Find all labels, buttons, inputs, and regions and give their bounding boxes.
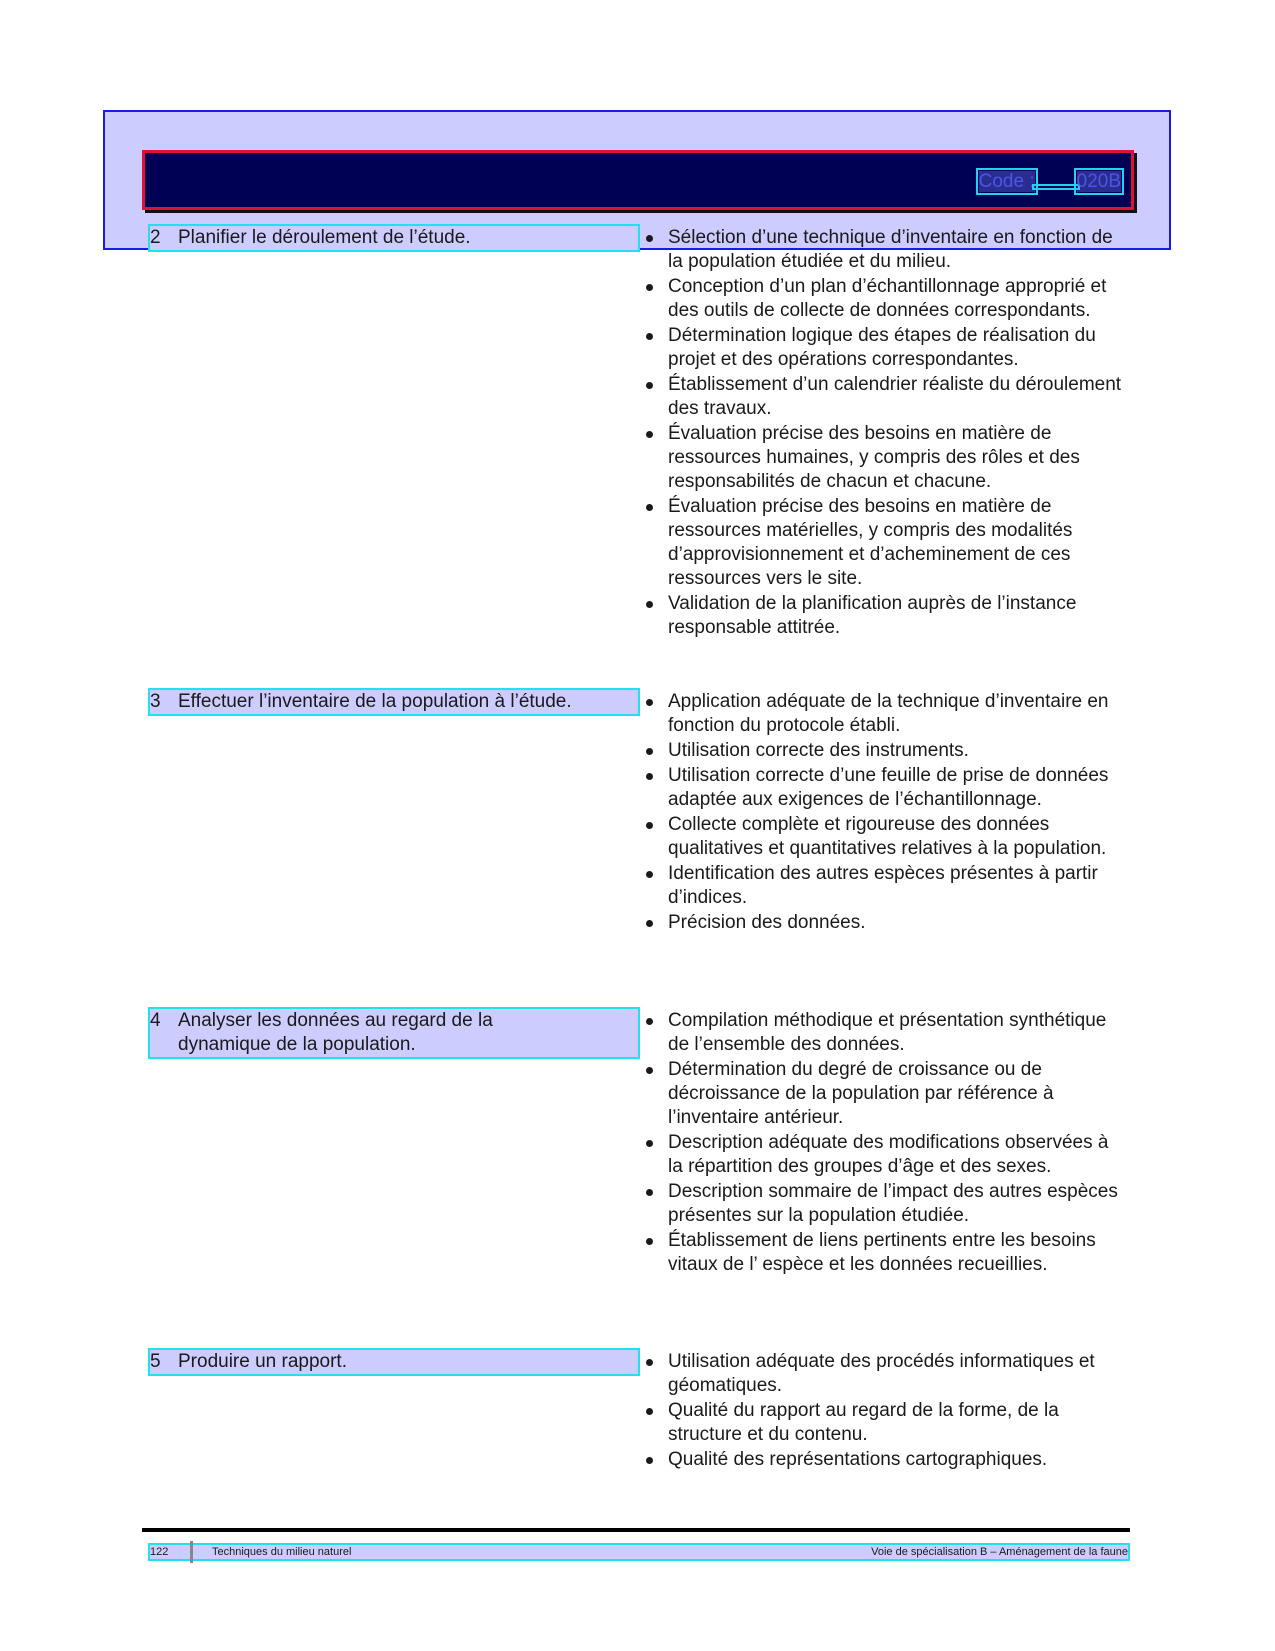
criterion-item: Description adéquate des modifications observées à la répartition des groupes d’âge et des sexes.	[646, 1131, 1126, 1179]
criterion-item: Validation de la planification auprès de l’instance responsable attitrée.	[646, 592, 1126, 640]
step-number: 5	[150, 1351, 161, 1372]
page-number: 122	[150, 1546, 169, 1558]
criterion-item: Sélection d’une technique d’inventaire en fonction de la population étudiée et du milieu.	[646, 226, 1126, 274]
footer-rule	[142, 1528, 1130, 1532]
footer-program-title: Techniques du milieu naturel	[212, 1546, 352, 1558]
criterion-item: Détermination logique des étapes de réalisation du projet et des opérations correspondantes.	[646, 324, 1126, 372]
criterion-item: Utilisation adéquate des procédés informatiques et géomatiques.	[646, 1350, 1126, 1398]
page-footer	[150, 1545, 1128, 1559]
criterion-item: Évaluation précise des besoins en matière de ressources humaines, y compris des rôles et des responsabilités de chacun et chacune.	[646, 422, 1126, 494]
criteria-list	[646, 1350, 1126, 1473]
criteria-list	[646, 690, 1126, 936]
code-value: 020B	[1076, 171, 1121, 192]
criterion-item: Établissement d’un calendrier réaliste du déroulement des travaux.	[646, 373, 1126, 421]
criterion-item: Identification des autres espèces présentes à partir d’indices.	[646, 862, 1126, 910]
criterion-item: Description sommaire de l’impact des autres espèces présentes sur la population étudiée.	[646, 1180, 1126, 1228]
criterion-item: Précision des données.	[646, 911, 1126, 935]
step-number: 2	[150, 227, 161, 248]
criterion-item: Détermination du degré de croissance ou de décroissance de la population par référence à l’inventaire antérieur.	[646, 1058, 1126, 1130]
step-text: Effectuer l’inventaire de la population à l’étude.	[178, 691, 572, 712]
step-text: Produire un rapport.	[178, 1351, 347, 1372]
criteria-list	[646, 226, 1126, 641]
criterion-item: Application adéquate de la technique d’inventaire en fonction du protocole établi.	[646, 690, 1126, 738]
step-title	[150, 1350, 638, 1374]
step-text: Analyser les données au regard de la dynamique de la population.	[178, 1010, 493, 1055]
criterion-item: Établissement de liens pertinents entre les besoins vitaux de l’ espèce et les données recueillies.	[646, 1229, 1126, 1277]
criterion-item: Collecte complète et rigoureuse des données qualitatives et quantitatives relatives à la population.	[646, 813, 1126, 861]
competency-code	[979, 171, 1121, 193]
criterion-item: Conception d’un plan d’échantillonnage approprié et des outils de collecte de données correspondants.	[646, 275, 1126, 323]
criterion-item: Utilisation correcte des instruments.	[646, 739, 1126, 763]
criterion-item: Utilisation correcte d’une feuille de prise de données adaptée aux exigences de l’échantillonnage.	[646, 764, 1126, 812]
criterion-item: Qualité du rapport au regard de la forme, de la structure et du contenu.	[646, 1399, 1126, 1447]
criteria-list	[646, 1009, 1126, 1278]
code-label: Code :	[978, 171, 1035, 192]
step-title	[150, 1009, 638, 1057]
step-number: 3	[150, 691, 161, 712]
step-text: Planifier le déroulement de l’étude.	[178, 227, 471, 248]
criterion-item: Qualité des représentations cartographiques.	[646, 1448, 1126, 1472]
footer-separator	[190, 1541, 193, 1563]
step-title	[150, 226, 638, 250]
step-title	[150, 690, 638, 714]
criterion-item: Compilation méthodique et présentation synthétique de l’ensemble des données.	[646, 1009, 1126, 1057]
header-title-bar	[142, 150, 1134, 210]
footer-specialization: Voie de spécialisation B – Aménagement de la faune	[871, 1546, 1128, 1558]
step-number: 4	[150, 1010, 161, 1031]
criterion-item: Évaluation précise des besoins en matière de ressources matérielles, y compris des modalités d’approvisionnement et d’acheminement de ces ressources vers le site.	[646, 495, 1126, 591]
